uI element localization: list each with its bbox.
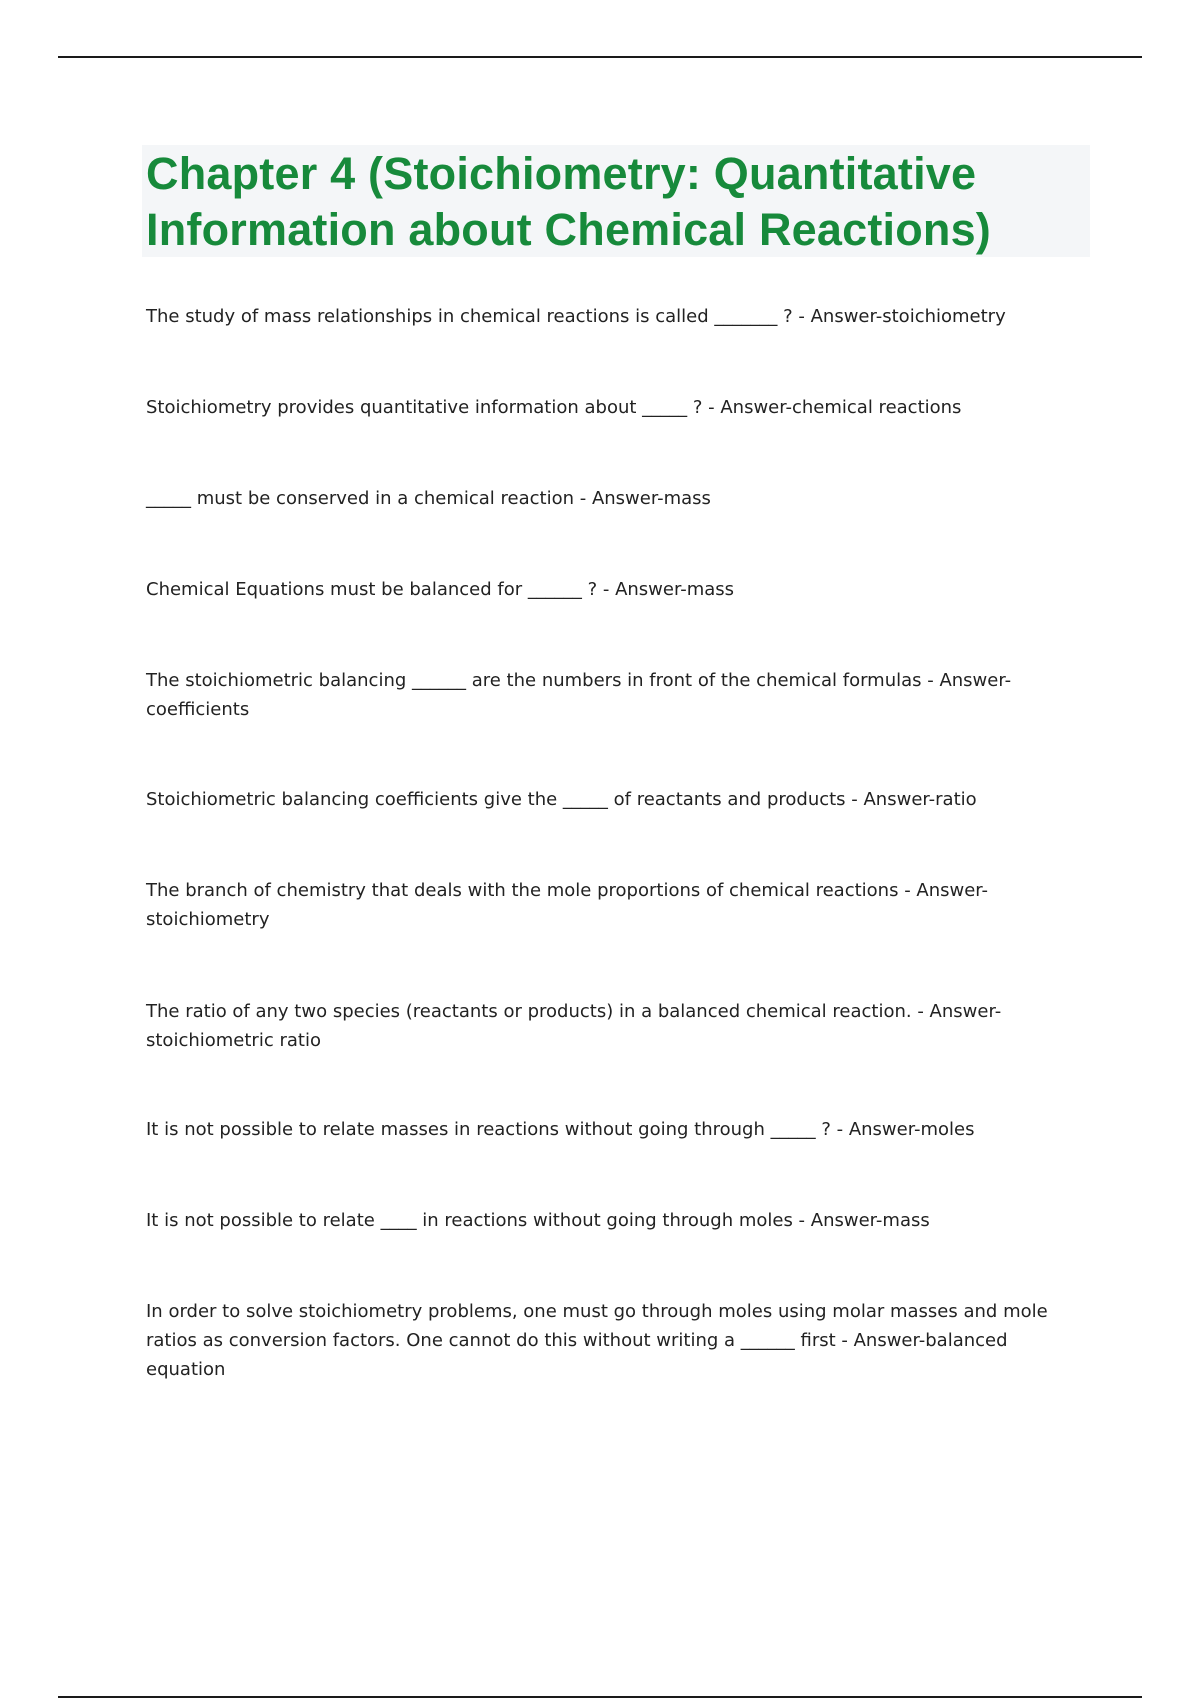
qa-item-9: It is not possible to relate masses in reactions without going through _____ ? - Answer-moles: [146, 1119, 975, 1140]
qa-item-7: The branch of chemistry that deals with the mole proportions of chemical reactions - Answer-stoichiometry: [146, 880, 989, 930]
qa-item-8: The ratio of any two species (reactants or products) in a balanced chemical reaction. - Answer-stoichiometric ratio: [146, 1001, 1002, 1051]
qa-item-4: Chemical Equations must be balanced for ______ ? - Answer-mass: [146, 579, 735, 600]
qa-item-3: _____ must be conserved in a chemical reaction - Answer-mass: [146, 488, 711, 509]
qa-item-10: It is not possible to relate ____ in reactions without going through moles - Answer-mass: [146, 1210, 930, 1231]
qa-item-1: The study of mass relationships in chemical reactions is called _______ ? - Answer-stoichiometry: [146, 306, 1006, 327]
footer-rule: [58, 1696, 1142, 1698]
qa-item-2: Stoichiometry provides quantitative information about _____ ? - Answer-chemical reactions: [146, 397, 962, 418]
page-title: Chapter 4 (Stoichiometry: Quantitative Information about Chemical Reactions): [146, 148, 991, 255]
qa-item-5: The stoichiometric balancing ______ are the numbers in front of the chemical formulas - Answer-coefficients: [146, 670, 1012, 720]
header-rule: [58, 56, 1142, 58]
qa-item-11: In order to solve stoichiometry problems, one must go through moles using molar masses and mole ratios as conversion factors. One cannot do this without writing a ______ first - Answer-balanced equation: [146, 1301, 1048, 1380]
qa-item-6: Stoichiometric balancing coefficients give the _____ of reactants and products - Answer-ratio: [146, 789, 977, 810]
